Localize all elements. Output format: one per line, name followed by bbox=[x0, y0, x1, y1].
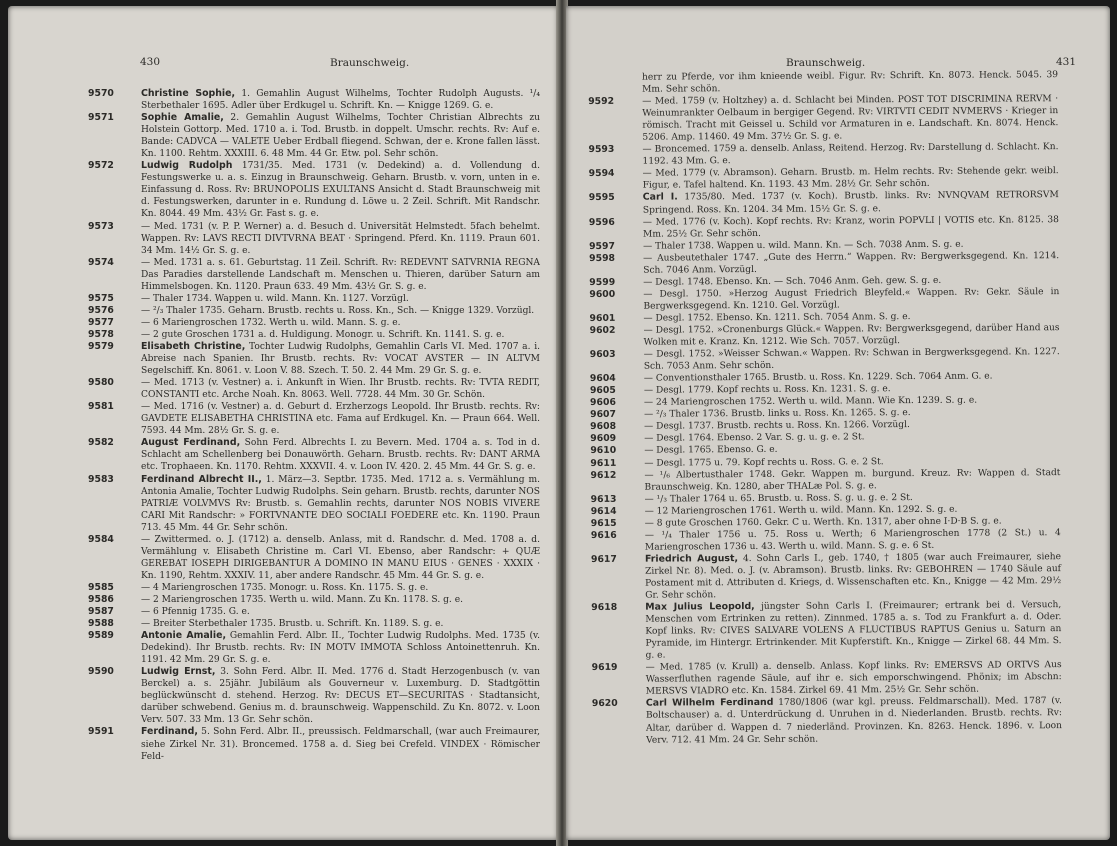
entry-number: 9595 bbox=[588, 192, 615, 204]
catalog-entry bbox=[589, 190, 1059, 217]
catalog-entry bbox=[88, 88, 540, 112]
entry-number: 9609 bbox=[590, 433, 617, 445]
catalog-entry bbox=[590, 467, 1060, 494]
entry-number: 9614 bbox=[590, 505, 617, 517]
entry-number: 9605 bbox=[589, 385, 616, 397]
catalog-entry bbox=[88, 606, 540, 618]
entry-description: 2. Gemahlin August Wilhelms, Tochter Christian Albrechts zu Holstein Gottorp. Med. 1710 a. i. Tod. Brustb. in doppelt. Umschr. rechts. Rv: Auf e. Bande: CADVCA — VALETE Ueber Erdball fliegend. Schwan, der e. Krone fallen lässt. Kn. 1100. Rehtm. XXXIII. 6. 48 Mm. 44 Gr. Etw. pol. Sehr schön. bbox=[141, 113, 540, 160]
entry-name: Friedrich August, bbox=[644, 552, 739, 565]
catalog-entry bbox=[88, 317, 540, 329]
entry-description: — Med. 1759 (v. Holtzhey) a. d. Schlacht bei Minden. POST TOT DISCRIMINA RERVM · Weinumrankter Oelbaum in bergiger Gegend. Rv: VIRTVTI CEDIT NVMERVS · Krieger in römisch. Tracht mit Geissel u. Schild vor Armaturen in e. Landschaft. Kn. 8074. Henck. 5206. Amp. 11460. 49 Mm. 37½ Gr. S. g. e. bbox=[642, 94, 1059, 143]
catalog-entry bbox=[588, 93, 1058, 144]
catalog-entry bbox=[88, 329, 540, 341]
entry-number: 9604 bbox=[589, 373, 616, 385]
catalog-entry bbox=[88, 112, 540, 160]
catalog-entry bbox=[590, 346, 1060, 373]
catalog-entry bbox=[88, 582, 540, 594]
entry-description: — Desgl. 1779. Kopf rechts u. Ross. Kn. 1231. S. g. e. bbox=[643, 384, 891, 396]
entry-description: — Conventionsthaler 1765. Brustb. u. Ross. Kn. 1229. Sch. 7064 Anm. G. e. bbox=[643, 371, 993, 384]
catalog-entry bbox=[88, 401, 540, 437]
entry-number: 9573 bbox=[88, 220, 114, 232]
catalog-entry bbox=[588, 141, 1058, 168]
entry-number: 9579 bbox=[88, 340, 114, 352]
entry-number: 9585 bbox=[88, 581, 114, 593]
entry-description: — Ausbeutethaler 1747. „Gute des Herrn.“ Wappen. Rv: Bergwerksgegend. Kn. 1214. Sch. 7046 Anm. Vorzügl. bbox=[643, 250, 1060, 276]
entry-description: Gemahlin Ferd. Albr. II., Tochter Ludwig Rudolphs. Med. 1735 (v. Dedekind). Ihr Brustb. rechts. Rv: IN MOTV IMMOTA Schloss Antoinettenruh. Kn. 1191. 42 Mm. 29 Gr. S. g. e. bbox=[141, 631, 540, 666]
entry-name: Sophie Amalie, bbox=[141, 112, 224, 124]
entry-description: Tochter Ludwig Rudolphs, Gemahlin Carls VI. Med. 1707 a. i. Abreise nach Spanien. Ihr Brustb. rechts. Rv: VOCAT AVSTER — IN ALTVM Segelschiff. Kn. 8061. v. Loon V. 88. Szech. T. 50. 2. 44 Mm. 29 Gr. S. g. e. bbox=[141, 341, 540, 377]
entry-name: Carl I. bbox=[642, 191, 678, 204]
right-column bbox=[588, 69, 1062, 746]
entry-description: — ¹/₄ Thaler 1756 u. 75. Ross u. Werth; 6 Mariengroschen 1778 (2 St.) u. 4 Mariengroschen 1736 u. 43. Werth u. wild. Mann. S. g. e. 6 St. bbox=[644, 527, 1061, 553]
catalog-entry bbox=[592, 659, 1062, 698]
entry-number: 9593 bbox=[588, 144, 615, 156]
left-page bbox=[8, 6, 558, 840]
running-title: Braunschweig. bbox=[786, 57, 866, 69]
entry-number: 9584 bbox=[88, 533, 114, 545]
catalog-entry bbox=[589, 286, 1059, 313]
entry-description: — 8 gute Groschen 1760. Gekr. C u. Werth. Kn. 1317, aber ohne I·D·B S. g. e. bbox=[644, 516, 1002, 529]
entry-description: — Desgl. 1737. Brustb. rechts u. Ross. Kn. 1266. Vorzügl. bbox=[644, 420, 910, 433]
entry-number: 9620 bbox=[591, 698, 618, 710]
entry-number: 9599 bbox=[589, 276, 616, 288]
entry-number: 9596 bbox=[588, 216, 615, 228]
entry-number: 9608 bbox=[590, 421, 617, 433]
entry-number: 9587 bbox=[88, 606, 114, 618]
catalog-entry bbox=[591, 527, 1061, 554]
entry-description: — ²/₃ Thaler 1735. Geharn. Brustb. rechts u. Ross. Kn., Sch. — Knigge 1329. Vorzügl. bbox=[141, 305, 535, 316]
entry-description: — Med. 1731 (v. P. P. Werner) a. d. Besuch d. Universität Helmstedt. 5fach behelmt. Wappen. Rv: LAVS RECTI DIVTVRNA BEAT · Springend. Pferd. Kn. 1119. Praun 601. 34 Mm. 14½ Gr. S. g. e. bbox=[141, 221, 540, 256]
entry-description: — 24 Mariengroschen 1752. Werth u. wild. Mann. Wie Kn. 1239. S. g. e. bbox=[643, 395, 978, 408]
entry-description: Sohn Ferd. Albrechts I. zu Bevern. Med. 1704 a. s. Tod in d. Schlacht am Schellenberg bei Donauwörth. Geharn. Brustb. rechts. Rv: DANT ARMA etc. Trophaeen. Kn. 1170. Rehtm. XXXVII. 4. v. Loon IV. 420. 2. 45 Mm. 44 Gr. S. g. e. bbox=[141, 438, 540, 473]
entry-description: 3. Sohn Ferd. Albr. II. Med. 1776 d. Stadt Herzogenbusch (v. van Berckel) a. s. 25jähr. Jubiläum als Gouverneur v. Luxemburg. D. Stadtgöttin beglückwünscht d. stehend. Herzog. Rv: DECUS ET—SECURITAS · Stadtansicht, darüber schwebend. Genius m. d. braunschweig. Wappenschild. Zu Kn. 8072. v. Loon Verv. 507. 33 Mm. 13 Gr. Sehr schön. bbox=[141, 667, 540, 726]
entry-number: 9571 bbox=[88, 112, 114, 124]
catalog-entry bbox=[591, 599, 1061, 662]
entry-description: — Med. 1713 (v. Vestner) a. i. Ankunft in Wien. Ihr Brustb. rechts. Rv: TVTA REDIT, CONSTANTI etc. Arche Noah. Kn. 8063. Well. 7728. 44 Mm. 30 Gr. Schön. bbox=[141, 378, 540, 401]
entry-description: jüngster Sohn Carls I. (Freimaurer; ertrank bei d. Versuch, Menschen vom Ertrinken zu retten). Zinnmed. 1785 a. s. Tod zu Frankfurt a. d. Oder. Kopf links. Rv: CIVES SALVARE VOLENS A FLUCTIBUS RAPTUS Genius u. Saturn an Pyramide, im Hintergr. Ertrinkender. Mit Kupferstift. Kn., Knigge — Zirkel 68. 44 Mm. S. g. e. bbox=[645, 600, 1062, 661]
entry-description: — 4 Mariengroschen 1735. Monogr. u. Ross. Kn. 1175. S. g. e. bbox=[141, 582, 429, 593]
entry-description: — 2 gute Groschen 1731 a. d. Huldigung. Monogr. u. Schrift. Kn. 1141. S. g. e. bbox=[141, 329, 505, 340]
entry-number: 9602 bbox=[589, 324, 616, 336]
entry-description: — Thaler 1738. Wappen u. wild. Mann. Kn. — Sch. 7038 Anm. S. g. e. bbox=[643, 239, 964, 252]
entry-number: 9612 bbox=[590, 469, 617, 481]
entry-number: 9576 bbox=[88, 304, 114, 316]
catalog-entry bbox=[88, 377, 540, 401]
entry-number: 9616 bbox=[590, 529, 617, 541]
entry-description: 1731/35. Med. 1731 (v. Dedekind) a. d. Vollendung d. Festungswerke u. a. s. Einzug in Braunschweig. Geharn. Brustb. v. vorn, unten in e. Einfassung d. Ross. Rv: BRUNOPOLIS EXULTANS Ansicht d. Stadt Braunschweig mit d. Festungswerken, darunter in e. Rundung d. Löwe u. 2 Zeil. Schrift. Mit Randschr. Kn. 8044. 49 Mm. 43½ Gr. Fast s. g. e. bbox=[141, 161, 540, 220]
entry-description: — Med. 1776 (v. Koch). Kopf rechts. Rv: Kranz, worin POPVLI | VOTIS etc. Kn. 8125. 38 Mm. 25½ Gr. Sehr schön. bbox=[642, 214, 1059, 240]
catalog-entry bbox=[589, 214, 1059, 241]
entry-number: 9601 bbox=[589, 312, 616, 324]
entry-number: 9615 bbox=[590, 517, 617, 529]
catalog-entry bbox=[88, 726, 540, 762]
entry-description: — Desgl. 1752. »Weisser Schwan.« Wappen. Rv: Schwan in Bergwerksgegend. Kn. 1227. Sch. 7053 Anm. Sehr schön. bbox=[643, 347, 1060, 372]
entry-description: — Desgl. 1748. Ebenso. Kn. — Sch. 7046 Anm. Geh. gew. S. g. e. bbox=[643, 275, 942, 288]
entry-number: 9590 bbox=[88, 666, 114, 678]
catalog-entry bbox=[589, 250, 1059, 277]
entry-name: Ferdinand Albrecht II., bbox=[141, 473, 262, 485]
entry-name: August Ferdinand, bbox=[141, 437, 241, 449]
entry-number: 9617 bbox=[590, 553, 617, 565]
catalog-entry bbox=[88, 257, 540, 293]
entry-description: — Desgl. 1750. »Herzog August Friedrich Bleyfeld.« Wappen. Rv: Gekr. Säule in Bergwerksgegend. Kn. 1210. Gel. Vorzügl. bbox=[643, 286, 1060, 312]
catalog-entry bbox=[88, 160, 540, 220]
catalog-entry bbox=[88, 630, 540, 666]
entry-description: — Desgl. 1752. Ebenso. Kn. 1211. Sch. 7054 Anm. S. g. e. bbox=[643, 311, 911, 324]
entry-description: — Desgl. 1775 u. 79. Kopf rechts u. Ross. G. e. 2 St. bbox=[644, 456, 884, 469]
entry-name: Antonie Amalie, bbox=[141, 630, 227, 642]
catalog-entry bbox=[591, 551, 1061, 602]
entry-name: Carl Wilhelm Ferdinand bbox=[645, 697, 774, 710]
catalog-entry bbox=[88, 305, 540, 317]
entry-number: 9597 bbox=[589, 240, 615, 252]
entry-number: 9606 bbox=[589, 397, 616, 409]
entry-description: — Zwittermed. o. J. (1712) a. denselb. Anlass, mit d. Randschr. d. Med. 1708 a. d. Vermählung v. Elisabeth Christine m. Carl VI. Ebenso, aber Randschr: + QUÆ GEREBAT IOSEPH DIRIGEBANTUR A DOMINO IN MANU EIUS · GENES · XXXIX · Kn. 1190, Rehtm. XXXIV. 11, aber andere Randschr. 45 Mm. 44 Gr. S. g. e. bbox=[141, 534, 540, 581]
entry-description: — Broncemed. 1759 a. denselb. Anlass, Reitend. Herzog. Rv: Darstellung d. Schlacht. Kn. 1192. 43 Mm. G. e. bbox=[642, 142, 1059, 167]
entry-description: — Med. 1785 (v. Krull) a. denselb. Anlass. Kopf links. Rv: EMERSVS AD ORTVS Aus Wasserfluthen ragende Säule, auf ihr e. sich emporschwingend. Phönix; im Abschn: MERSVS VIADRO etc. Kn. 1584. Zirkel 69. 41 Mm. 25½ Gr. Sehr schön. bbox=[645, 660, 1062, 698]
entry-number: 9586 bbox=[88, 593, 114, 605]
entry-description: — Desgl. 1764. Ebenso. 2 Var. S. g. u. g. e. 2 St. bbox=[644, 432, 865, 445]
page-number: 431 bbox=[1055, 56, 1076, 68]
entry-description: — Breiter Sterbethaler 1735. Brustb. u. Schrift. Kn. 1189. S. g. e. bbox=[141, 619, 444, 630]
catalog-entry bbox=[590, 322, 1060, 349]
catalog-entry bbox=[88, 221, 540, 257]
entry-name: Ludwig Ernst, bbox=[141, 666, 216, 678]
entry-description: 1. Gemahlin August Wilhelms, Tochter Rudolph Augusts. ¹/₄ Sterbethaler 1695. Adler über Erdkugel u. Schrift. Kn. — Knigge 1269. G. e. bbox=[141, 89, 540, 112]
catalog-entry bbox=[88, 618, 540, 630]
entry-description: — Med. 1779 (v. Abramson). Geharn. Brustb. m. Helm rechts. Rv: Stehende gekr. weibl. Figur, e. Tafel haltend. Kn. 1193. 43 Mm. 28½ Gr. Sehr schön. bbox=[642, 166, 1059, 192]
entry-description: — 6 Pfennig 1735. G. e. bbox=[141, 607, 250, 618]
entry-description: — ¹/₆ Albertusthaler 1748. Gekr. Wappen m. burgund. Kreuz. Rv: Wappen d. Stadt Braunschweig. Kn. 1280, aber THALæ Pol. S. g. e. bbox=[644, 467, 1061, 493]
entry-number: 9583 bbox=[88, 473, 114, 485]
catalog-entry bbox=[88, 534, 540, 582]
entry-description: — Med. 1716 (v. Vestner) a. d. Geburt d. Erzherzogs Leopold. Ihr Brustb. rechts. Rv: GAVDETE ELISABETHA CHRISTINA etc. Fama auf Erdkugel. Kn. — Praun 664. Well. 7593. 44 Mm. 28½ Gr. S. g. e. bbox=[141, 402, 540, 437]
entry-name: Elisabeth Christine, bbox=[141, 340, 246, 352]
catalog-entry bbox=[88, 341, 540, 377]
entry-number: 9588 bbox=[88, 618, 114, 630]
entry-number: 9574 bbox=[88, 256, 114, 268]
entry-number: 9594 bbox=[588, 168, 615, 180]
entry-continuation: herr zu Pferde, vor ihm knieende weibl. Figur. Rv: Schrift. Kn. 8073. Henck. 5045. 39 Mm. Sehr schön. bbox=[642, 70, 1059, 95]
entry-description: — Thaler 1734. Wappen u. wild. Mann. Kn. 1127. Vorzügl. bbox=[141, 293, 409, 304]
entry-number: 9613 bbox=[590, 493, 617, 505]
entry-number: 9581 bbox=[88, 401, 114, 413]
entry-description: — 12 Mariengroschen 1761. Werth u. wild. Mann. Kn. 1292. S. g. e. bbox=[644, 504, 958, 517]
entry-number: 9582 bbox=[88, 437, 114, 449]
entry-number: 9589 bbox=[88, 630, 114, 642]
entry-description: — 2 Mariengroschen 1735. Werth u. wild. Mann. Zu Kn. 1178. S. g. e. bbox=[141, 594, 463, 605]
running-title: Braunschweig. bbox=[330, 57, 410, 69]
entry-number: 9600 bbox=[589, 288, 616, 300]
entry-number: 9607 bbox=[590, 409, 617, 421]
catalog-entry bbox=[88, 594, 540, 606]
entry-number: 9578 bbox=[88, 328, 114, 340]
catalog-entry bbox=[589, 166, 1059, 193]
entry-number: 9592 bbox=[588, 95, 615, 108]
entry-number: 9618 bbox=[591, 601, 618, 614]
entry-number: 9611 bbox=[590, 457, 617, 469]
entry-description: — ²/₃ Thaler 1736. Brustb. links u. Ross. Kn. 1265. S. g. e. bbox=[644, 408, 911, 420]
catalog-entry bbox=[88, 437, 540, 473]
entry-number: 9603 bbox=[589, 348, 616, 361]
entry-number: 9591 bbox=[88, 726, 114, 738]
entry-description: — Med. 1731 a. s. 61. Geburtstag. 11 Zeil. Schrift. Rv: REDEVNT SATVRNIA REGNA Das Paradies darstellende Landschaft m. Menschen u. Thieren, darüber Saturn am Himmelsbogen. Kn. 1120. Praun 633. 49 Mm. 43½ Gr. S. g. e. bbox=[141, 257, 540, 292]
catalog-entry bbox=[88, 474, 540, 534]
entry-description: — ¹/₃ Thaler 1764 u. 65. Brustb. u. Ross. S. g. u. g. e. 2 St. bbox=[644, 492, 913, 505]
entry-name: Christine Sophie, bbox=[141, 88, 236, 99]
entry-description: — Desgl. 1765. Ebenso. G. e. bbox=[644, 445, 778, 457]
entry-description: — Desgl. 1752. »Cronenburgs Glück.« Wappen. Rv: Bergwerksgegend, darüber Hand aus Wolken mit e. Kranz. Kn. 1212. Wie Sch. 7057. Vorzügl. bbox=[643, 323, 1060, 348]
entry-description: 1735/80. Med. 1737 (v. Koch). Brustb. links. Rv: NVNQVAM RETRORSVM Springend. Ross. Kn. 1204. 34 Mm. 15½ Gr. S. g. e. bbox=[642, 190, 1059, 216]
entry-description: 1780/1806 (war kgl. preuss. Feldmarschall). Med. 1787 (v. Boltschauser) a. d. Unterdrückung d. Unruhen in d. Niederlanden. Brustb. rechts. Rv: Altar, darüber d. Wappen d. 7 niederländ. Provinzen. Kn. 8263. Henck. 1896. v. Loon Verv. 712. 41 Mm. 24 Gr. Sehr schön. bbox=[645, 696, 1063, 746]
entry-number: 9572 bbox=[88, 160, 114, 172]
entry-number: 9570 bbox=[88, 88, 114, 99]
entry-name: Ferdinand, bbox=[141, 726, 198, 738]
entry-number: 9598 bbox=[589, 252, 616, 264]
entry-description: 1. März—3. Septbr. 1735. Med. 1712 a. s. Vermählung m. Antonia Amalie, Tochter Ludwig Rudolphs. Sein geharn. Brustb. rechts, darunter NOS PATRIÆ VOLVMVS Rv: Brustb. s. Gemahlin rechts, darunter NOS NOBIS VIVERE CARI Mit Randschr: » FORTVNANTE DEO SOCIALI FOEDERE etc. Kn. 1190. Praun 713. 45 Mm. 44 Gr. Sehr schön. bbox=[141, 474, 540, 533]
catalog-entry bbox=[88, 666, 540, 726]
entry-number: 9610 bbox=[590, 445, 617, 457]
entry-number: 9619 bbox=[591, 662, 618, 674]
entry-description: 5. Sohn Ferd. Albr. II., preussisch. Feldmarschall, (war auch Freimaurer, siehe Zirkel Nr. 31). Broncemed. 1758 a. d. Sieg bei Crefeld. VINDEX · Römischer Feld- bbox=[141, 727, 540, 762]
entry-name: Ludwig Rudolph bbox=[141, 160, 233, 172]
left-column bbox=[88, 88, 540, 763]
catalog-entry bbox=[88, 293, 540, 305]
entry-number: 9577 bbox=[88, 316, 114, 328]
catalog-entry bbox=[592, 696, 1062, 747]
right-page bbox=[566, 6, 1110, 840]
entry-number: 9575 bbox=[88, 292, 114, 304]
entry-number: 9580 bbox=[88, 377, 114, 389]
entry-description: — 6 Mariengroschen 1732. Werth u. wild. Mann. S. g. e. bbox=[141, 317, 401, 328]
page-number: 430 bbox=[140, 56, 161, 68]
entry-name: Max Julius Leopold, bbox=[645, 601, 755, 613]
entry-description: 4. Sohn Carls I., geb. 1740, † 1805 (war auch Freimaurer, siehe Zirkel Nr. 8). Med. o. J. (v. Abramson). Brustb. links. Rv: GEBOHREN — 1740 Säule auf Postament mit d. Attributen d. Kriegs, d. Wissenschaften etc. Kn., Knigge — 42 Mm. 29½ Gr. Sehr schön. bbox=[645, 551, 1062, 601]
